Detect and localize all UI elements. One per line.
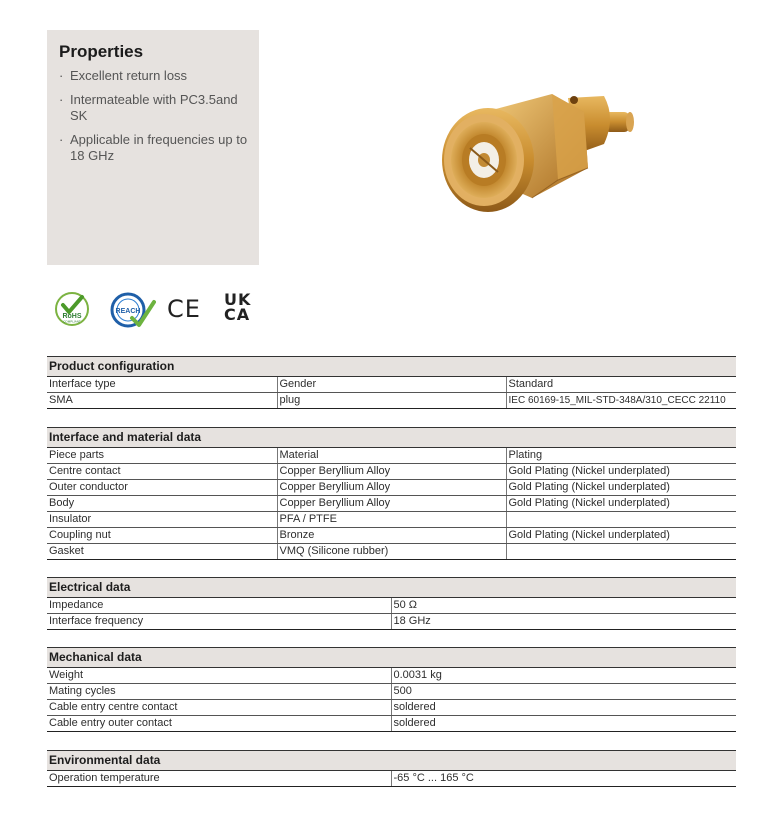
- interface-material-table: [47, 427, 736, 560]
- table-cell: Outer conductor: [47, 480, 277, 496]
- table-cell: Coupling nut: [47, 528, 277, 544]
- table-cell: -65 °C ... 165 °C: [391, 771, 736, 787]
- ukca-mark: [224, 292, 251, 322]
- sma-connector-illustration: [436, 88, 636, 228]
- table-cell: Gold Plating (Nickel underplated): [506, 480, 736, 496]
- rohs-logo: [54, 291, 90, 332]
- table-row: [47, 716, 736, 732]
- property-item: · Intermateable with PC3.5and SK: [59, 92, 254, 124]
- electrical-data-table: [47, 577, 736, 630]
- table-cell: VMQ (Silicone rubber): [277, 544, 506, 560]
- table-cell: Impedance: [47, 598, 391, 614]
- column-header: Interface type: [47, 377, 277, 393]
- table-cell: 18 GHz: [391, 614, 736, 630]
- table-cell: SMA: [47, 393, 277, 409]
- properties-panel: [47, 30, 259, 265]
- table-row: [47, 614, 736, 630]
- rohs-compliant-icon: [54, 291, 90, 327]
- table-cell: 0.0031 kg: [391, 668, 736, 684]
- ukca-line-1: UK: [224, 290, 252, 309]
- table-row: [47, 668, 736, 684]
- table-cell: 500: [391, 684, 736, 700]
- section-title: Environmental data: [47, 751, 736, 771]
- product-configuration-table: [47, 356, 736, 409]
- property-item: · Excellent return loss: [59, 68, 254, 84]
- table-cell: Gold Plating (Nickel underplated): [506, 464, 736, 480]
- svg-text:COMPLIANT: COMPLIANT: [63, 319, 81, 324]
- table-cell: Gold Plating (Nickel underplated): [506, 528, 736, 544]
- table-cell: Copper Beryllium Alloy: [277, 496, 506, 512]
- ce-mark: CE: [167, 295, 201, 323]
- svg-text:REACH: REACH: [115, 308, 141, 315]
- mechanical-data-table: [47, 647, 736, 732]
- environmental-data-table: [47, 750, 736, 787]
- reach-compliant-icon: [110, 290, 156, 330]
- property-item: · Applicable in frequencies up to 18 GHz: [59, 132, 254, 164]
- table-cell: PFA / PTFE: [277, 512, 506, 528]
- table-cell: Gasket: [47, 544, 277, 560]
- table-cell: 50 Ω: [391, 598, 736, 614]
- table-cell: Copper Beryllium Alloy: [277, 464, 506, 480]
- table-row: [47, 598, 736, 614]
- table-cell: Bronze: [277, 528, 506, 544]
- properties-list: [59, 68, 254, 172]
- table-row: [47, 684, 736, 700]
- reach-logo: [110, 290, 156, 335]
- table-cell: Insulator: [47, 512, 277, 528]
- section-title: Mechanical data: [47, 648, 736, 668]
- table-cell: Weight: [47, 668, 391, 684]
- table-cell: Gold Plating (Nickel underplated): [506, 496, 736, 512]
- table-cell: Mating cycles: [47, 684, 391, 700]
- table-cell: Operation temperature: [47, 771, 391, 787]
- product-image: [436, 88, 636, 233]
- table-cell: Cable entry centre contact: [47, 700, 391, 716]
- column-header: Standard: [506, 377, 736, 393]
- column-header: Piece parts: [47, 448, 277, 464]
- svg-text:RoHS: RoHS: [62, 313, 82, 320]
- section-title: Electrical data: [47, 578, 736, 598]
- table-cell: [506, 512, 736, 528]
- table-cell: IEC 60169-15_MIL-STD-348A/310_CECC 22110: [506, 393, 736, 409]
- table-row: [47, 512, 736, 528]
- table-row: [47, 544, 736, 560]
- table-row: [47, 496, 736, 512]
- column-header: Material: [277, 448, 506, 464]
- table-cell: Copper Beryllium Alloy: [277, 480, 506, 496]
- table-cell: soldered: [391, 700, 736, 716]
- table-row: [47, 700, 736, 716]
- table-cell: Centre contact: [47, 464, 277, 480]
- table-cell: plug: [277, 393, 506, 409]
- table-cell: [506, 544, 736, 560]
- table-row: [47, 480, 736, 496]
- column-header: Gender: [277, 377, 506, 393]
- table-cell: Cable entry outer contact: [47, 716, 391, 732]
- table-row: [47, 771, 736, 787]
- section-title: Product configuration: [47, 357, 736, 377]
- column-header: Plating: [506, 448, 736, 464]
- table-row: [47, 464, 736, 480]
- properties-title: Properties: [59, 42, 144, 61]
- section-title: Interface and material data: [47, 428, 736, 448]
- table-cell: Interface frequency: [47, 614, 391, 630]
- table-cell: Body: [47, 496, 277, 512]
- table-cell: soldered: [391, 716, 736, 732]
- ukca-line-2: CA: [224, 305, 251, 324]
- table-row: [47, 528, 736, 544]
